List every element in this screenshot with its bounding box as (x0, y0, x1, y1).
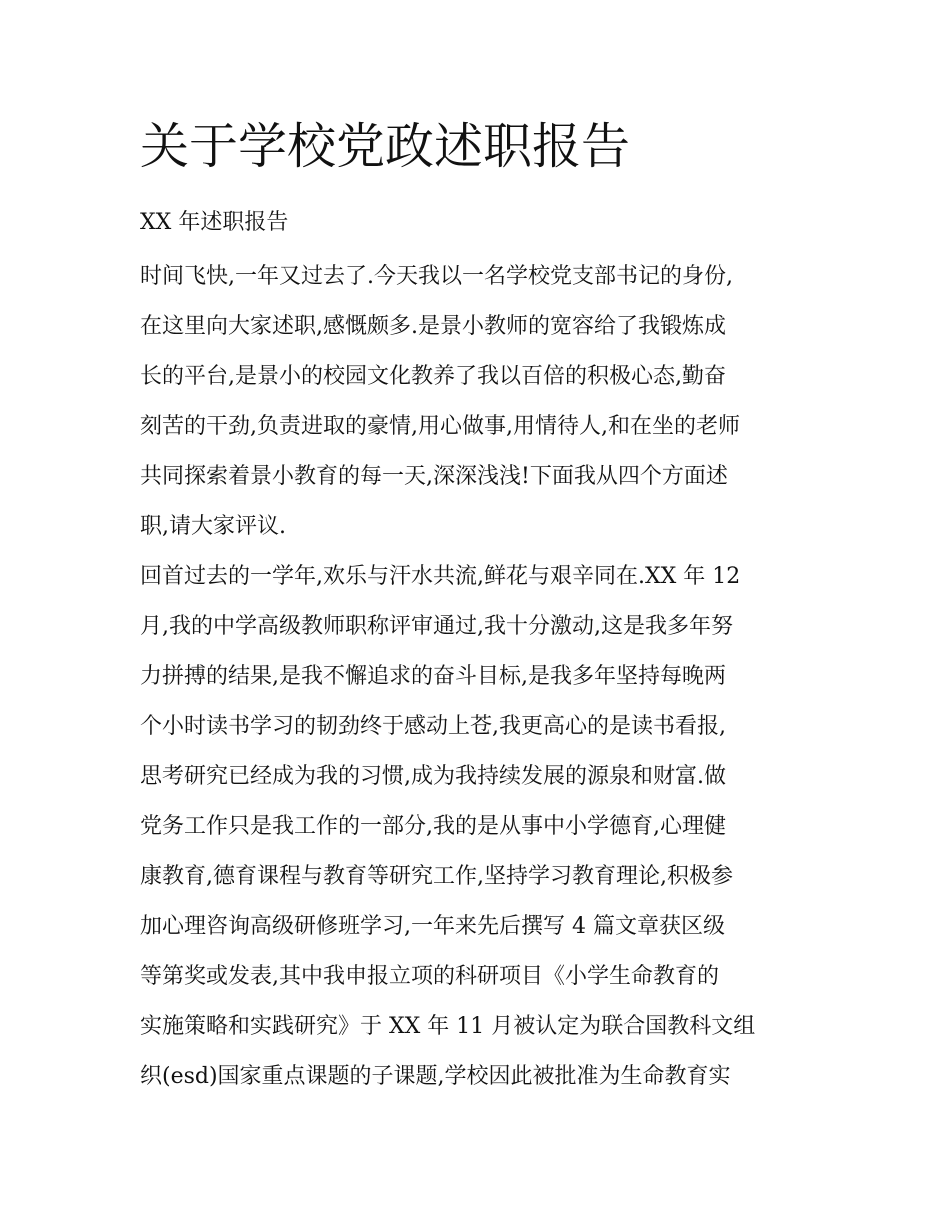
text-line: 刻苦的干劲,负责进取的豪情,用心做事,用情待人,和在坐的老师 (140, 414, 740, 439)
text-line: 力拼搏的结果,是我不懈追求的奋斗目标,是我多年坚持每晚两 (140, 664, 726, 689)
text-line: 时间飞快,一年又过去了.今天我以一名学校党支部书记的身份, (140, 264, 733, 289)
text-line: 回首过去的一学年,欢乐与汗水共流,鲜花与艰辛同在.XX 年 12 (140, 564, 741, 589)
text-line: 党务工作只是我工作的一部分,我的是从事中小学德育,心理健 (140, 814, 726, 839)
text-line: 等第奖或发表,其中我申报立项的科研项目《小学生命教育的 (140, 964, 719, 989)
paragraph-1 (140, 252, 820, 552)
text-line: 个小时读书学习的韧劲终于感动上苍,我更高心的是读书看报, (140, 714, 726, 739)
text-line: 月,我的中学高级教师职称评审通过,我十分激动,这是我多年努 (140, 614, 733, 639)
text-line: 思考研究已经成为我的习惯,成为我持续发展的源泉和财富.做 (140, 764, 726, 789)
text-line: 在这里向大家述职,感慨颇多.是景小教师的宽容给了我锻炼成 (140, 314, 726, 339)
text-line: 共同探索着景小教育的每一天,深深浅浅!下面我从四个方面述 (140, 464, 728, 489)
text-line: 职,请大家评议. (140, 514, 286, 539)
text-line: 实施策略和实践研究》于 XX 年 11 月被认定为联合国教科文组 (140, 1014, 756, 1039)
paragraph-2 (140, 552, 820, 1102)
document-subtitle: XX 年述职报告 (140, 210, 289, 235)
text-line: 加心理咨询高级研修班学习,一年来先后撰写 4 篇文章获区级 (140, 914, 725, 939)
text-line: 康教育,德育课程与教育等研究工作,坚持学习教育理论,积极参 (140, 864, 733, 889)
document-body (140, 252, 820, 1102)
document-title: 关于学校党政述职报告 (140, 118, 631, 175)
text-line: 长的平台,是景小的校园文化教养了我以百倍的积极心态,勤奋 (140, 364, 726, 389)
text-line: 织(esd)国家重点课题的子课题,学校因此被批准为生命教育实 (140, 1064, 731, 1089)
